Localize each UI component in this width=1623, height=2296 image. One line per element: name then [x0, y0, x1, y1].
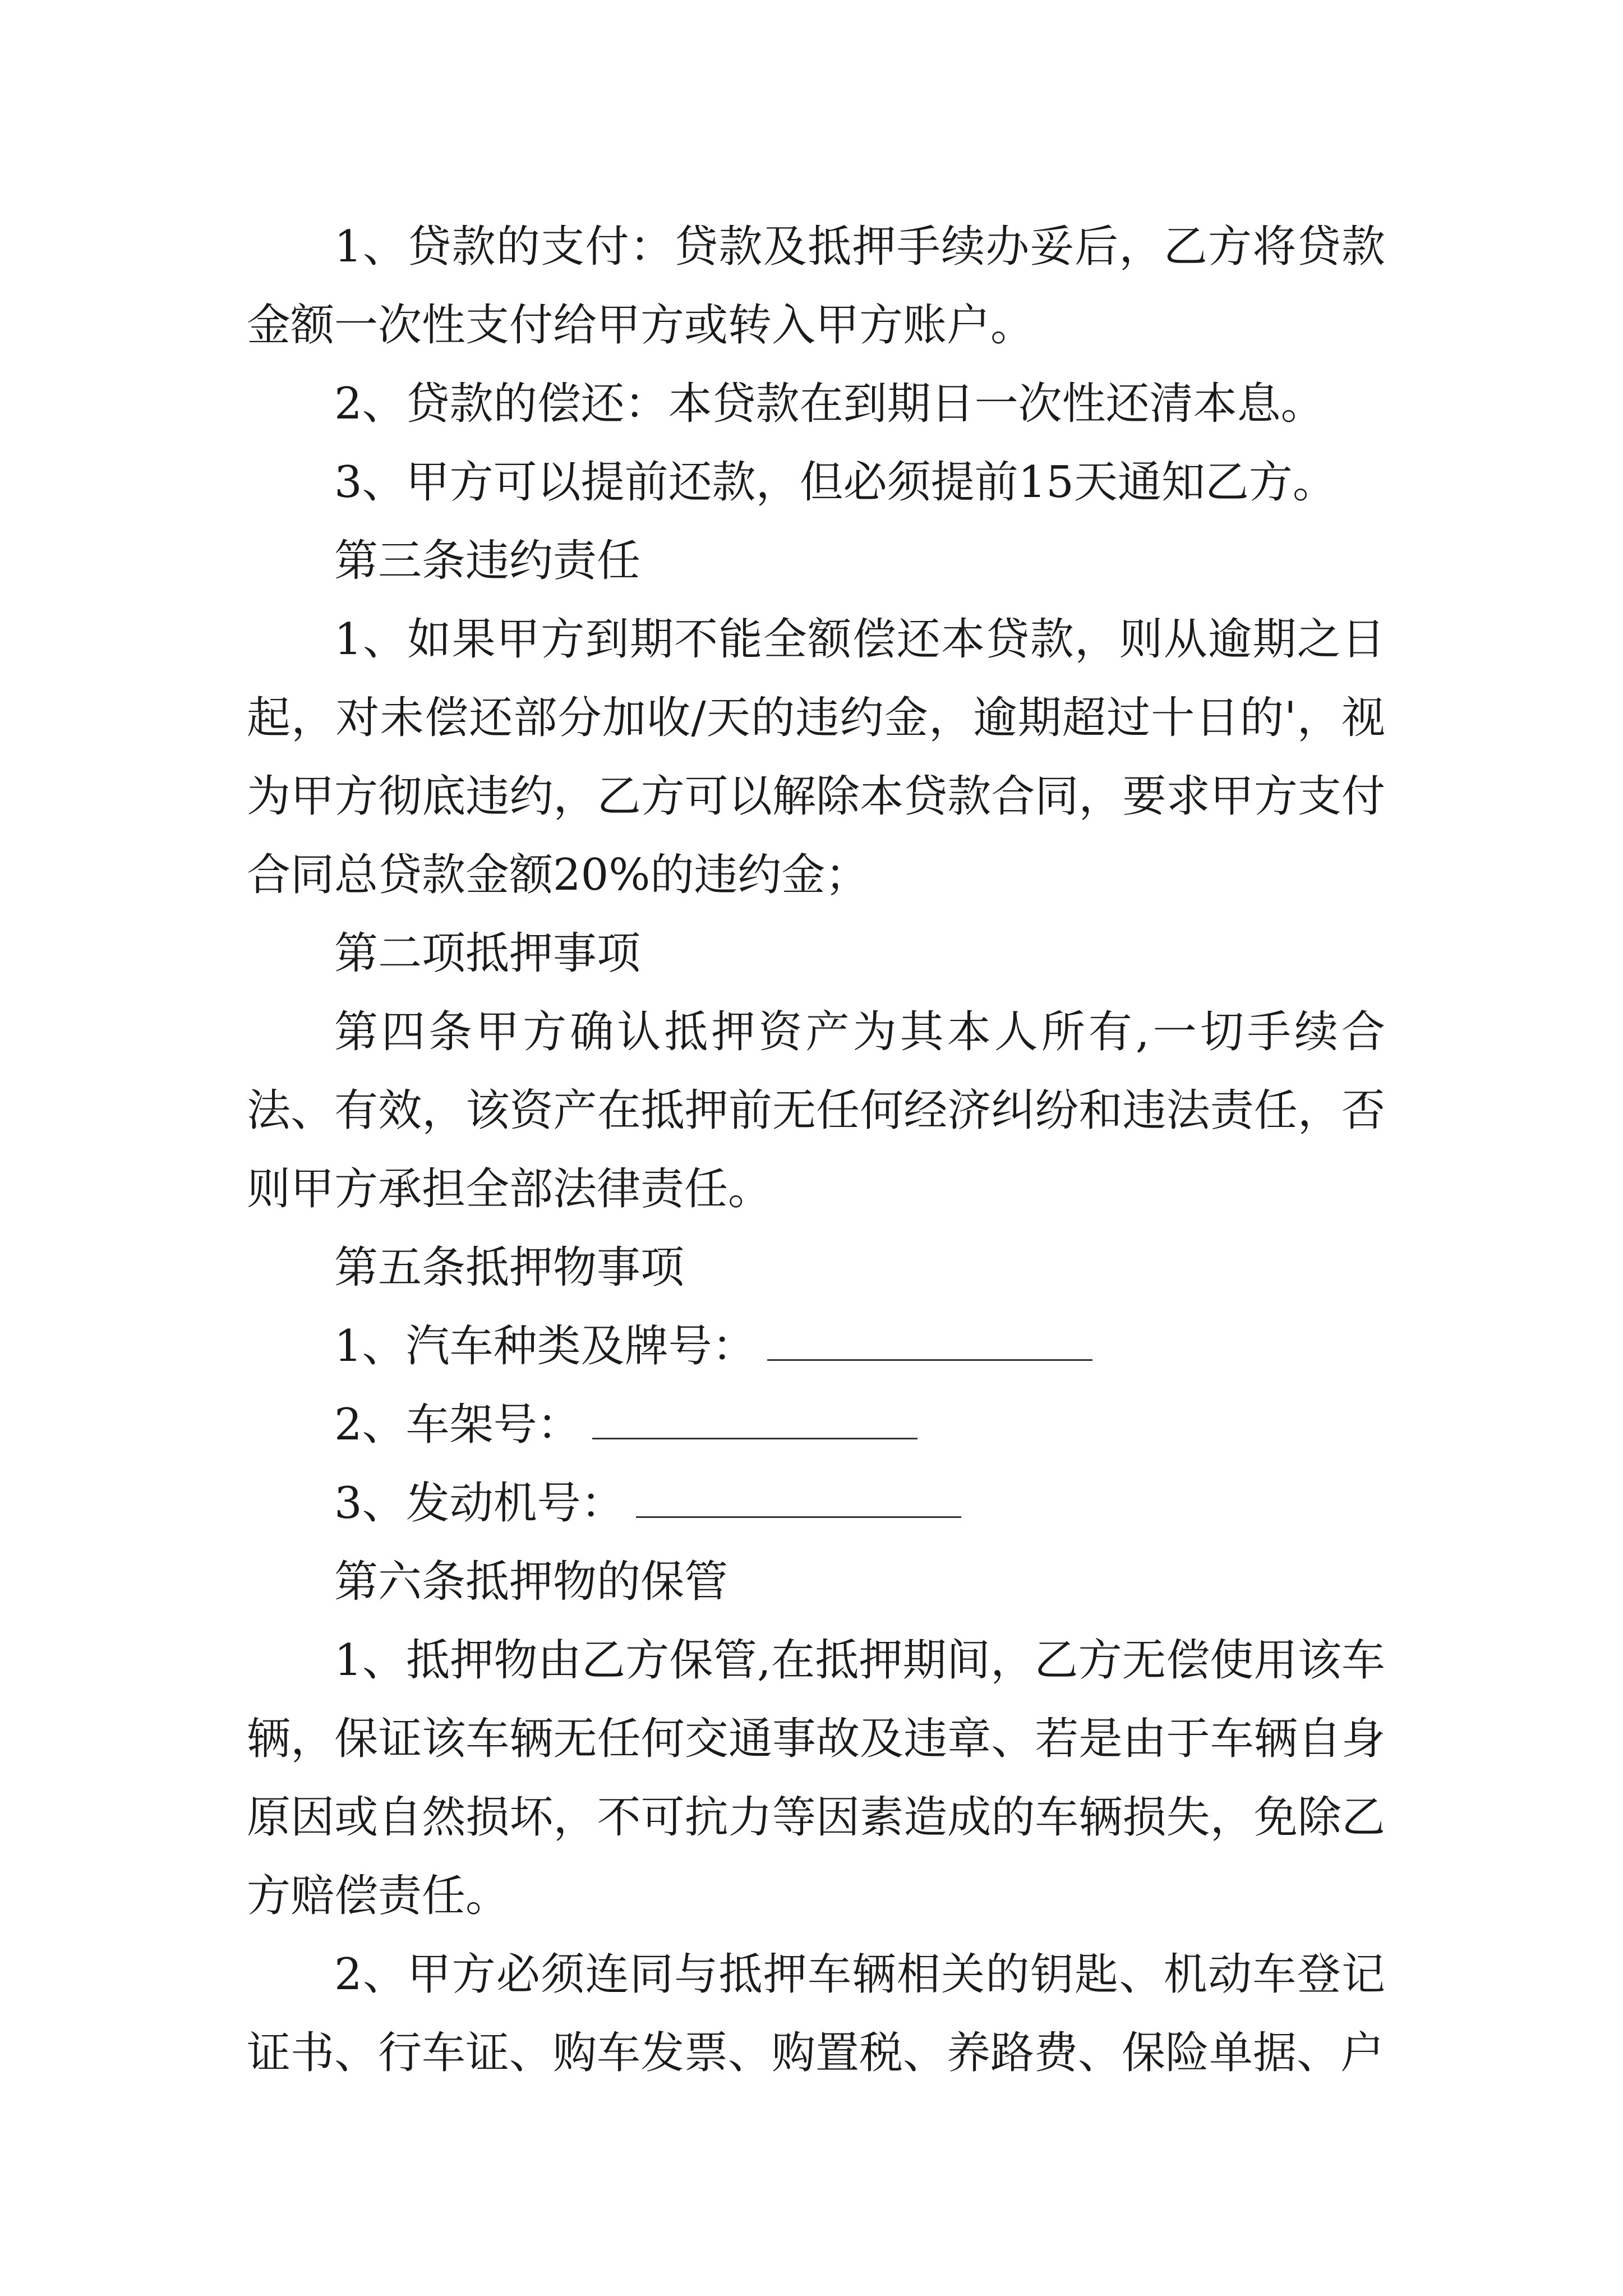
heading-article-3: 第三条违约责任 [334, 536, 641, 586]
clause-repayment: 2、贷款的偿还：本贷款在到期日一次性还清本息。 [334, 379, 1325, 429]
fill-blank[interactable] [767, 1326, 1092, 1361]
heading-section-2: 第二项抵押事项 [334, 928, 641, 979]
heading-article-6: 第六条抵押物的保管 [334, 1557, 728, 1607]
clause-article-4: 第四条甲方确认抵押资产为其本人所有,一切手续合法、有效，该资产在抵押前无任何经济纠纷和违法责任，否则甲方承担全部法律责任。 [247, 1007, 1385, 1214]
field-vehicle-type [247, 1307, 1385, 1386]
clause-custody-1: 1、抵押物由乙方保管,在抵押期间，乙方无偿使用该车辆，保证该车辆无任何交通事故及违章、若是由于车辆自身原因或自然损坏，不可抗力等因素造成的车辆损失，免除乙方赔偿责任。 [247, 1635, 1385, 1921]
clause-default: 1、如果甲方到期不能全额偿还本贷款，则从逾期之日起，对未偿还部分加收/天的违约金，逾期超过十日的'，视为甲方彻底违约，乙方可以解除本贷款合同，要求甲方支付合同总贷款金额20%的违约金； [247, 614, 1385, 900]
fill-blank[interactable] [636, 1483, 961, 1518]
field-label: 1、汽车种类及牌号： [334, 1321, 756, 1372]
field-frame-number [247, 1386, 1385, 1464]
heading-article-5: 第五条抵押物事项 [334, 1243, 685, 1293]
clause-custody-2: 2、甲方必须连同与抵押车辆相关的钥匙、机动车登记证书、行车证、购车发票、购置税、养路费、保险单据、户 [247, 1949, 1385, 2078]
field-engine-number [247, 1464, 1385, 1543]
field-label: 3、发动机号： [334, 1478, 625, 1529]
clause-payment: 1、贷款的支付：贷款及抵押手续办妥后，乙方将贷款金额一次性支付给甲方或转入甲方账户。 [247, 222, 1385, 351]
fill-blank[interactable] [592, 1404, 917, 1439]
clause-early-repayment: 3、甲方可以提前还款，但必须提前15天通知乙方。 [334, 457, 1336, 508]
field-label: 2、车架号： [334, 1400, 581, 1450]
document-page [247, 208, 1385, 2092]
